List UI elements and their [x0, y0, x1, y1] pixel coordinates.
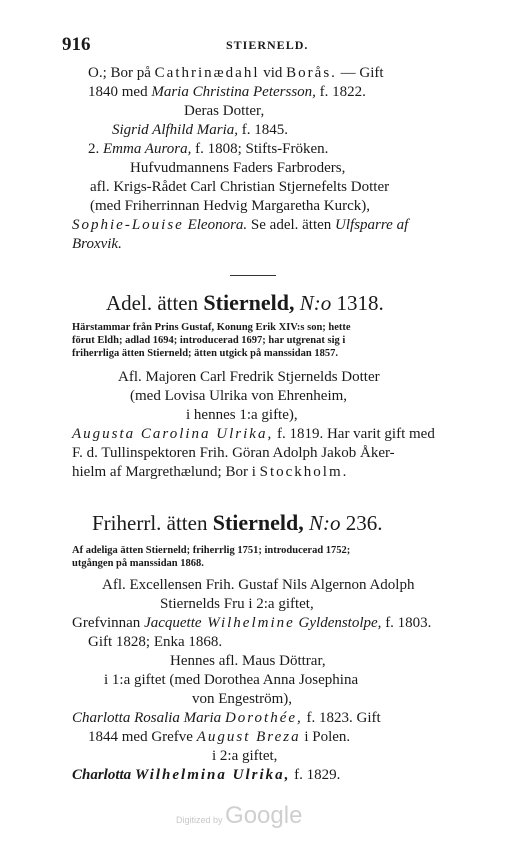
text-line: förut Eldh; adlad 1694; introducerad 1697; har utgrenat sig i: [72, 335, 346, 346]
section-heading: Friherrl. ätten Stierneld, N:o 236.: [92, 510, 383, 535]
text-line: Augusta Carolina Ulrika, f. 1819. Har varit gift med: [72, 426, 435, 442]
text-line: Af adeliga ätten Stierneld; friherrlig 1751; introducerad 1752;: [72, 545, 351, 556]
text-line: hielm af Margrethælund; Bor i Stockholm.: [72, 464, 349, 480]
section-heading: Adel. ätten Stierneld, N:o 1318.: [106, 290, 384, 315]
text-line: Afl. Majoren Carl Fredrik Stjernelds Dotter: [118, 369, 380, 385]
text-line: Stiernelds Fru i 2:a giftet,: [160, 596, 314, 612]
text-line: utgången på manssidan 1868.: [72, 558, 204, 569]
text-line: 1844 med Grefve August Breza i Polen.: [88, 729, 351, 745]
text-line: Afl. Excellensen Frih. Gustaf Nils Algernon Adolph: [102, 577, 415, 593]
text-line: Hennes afl. Maus Döttrar,: [170, 653, 326, 669]
text-line: i hennes 1:a gifte),: [186, 407, 298, 423]
digitized-watermark: Digitized by Google: [176, 802, 303, 829]
text-line: 1840 med Maria Christina Petersson, f. 1822.: [88, 84, 366, 100]
family-name: Stierneld,: [212, 510, 304, 535]
text-line: Broxvik.: [72, 236, 122, 252]
text-line: Charlotta Rosalia Maria Dorothée, f. 1823. Gift: [72, 710, 381, 726]
text-line: i 1:a giftet (med Dorothea Anna Josephina: [104, 672, 359, 688]
text-line: Hufvudmannens Faders Farbroders,: [130, 160, 346, 176]
text-line: friherrliga ätten Stierneld; ätten utgick på manssidan 1857.: [72, 348, 338, 359]
running-title: STIERNELD.: [226, 38, 309, 52]
text-line: Sophie-Louise Eleonora. Se adel. ätten Ulfsparre af: [72, 217, 409, 233]
text-line: Sigrid Alfhild Maria, f. 1845.: [112, 122, 288, 138]
text-line: Deras Dotter,: [184, 103, 265, 119]
text-line: 2. Emma Aurora, f. 1808; Stifts-Fröken.: [88, 141, 329, 157]
text-line: Härstammar från Prins Gustaf, Konung Erik XIV:s son; hette: [72, 322, 351, 333]
page-header: [62, 34, 462, 56]
text-line: i 2:a giftet,: [212, 748, 278, 764]
text-line: (med Lovisa Ulrika von Ehrenheim,: [130, 388, 348, 404]
family-name: Stierneld,: [203, 290, 295, 315]
text-line: Charlotta Wilhelmina Ulrika, f. 1829.: [72, 767, 341, 783]
page-number: 916: [62, 34, 91, 55]
text-line: F. d. Tullinspektoren Frih. Göran Adolph Jakob Åker-: [72, 445, 395, 461]
text-line: O.; Bor på Cathrinædahl vid Borås. — Gift: [88, 65, 384, 81]
text-line: (med Friherrinnan Hedvig Margaretha Kurck),: [90, 198, 371, 214]
separator-rule: [230, 275, 276, 276]
text-line: von Engeström),: [192, 691, 292, 707]
google-logo: Google: [225, 802, 303, 829]
text-line: afl. Krigs-Rådet Carl Christian Stjernefelts Dotter: [90, 179, 390, 195]
text-line: Grefvinnan Jacquette Wilhelmine Gyldenstolpe, f. 1803.: [72, 615, 432, 631]
text-line: Gift 1828; Enka 1868.: [88, 634, 223, 650]
